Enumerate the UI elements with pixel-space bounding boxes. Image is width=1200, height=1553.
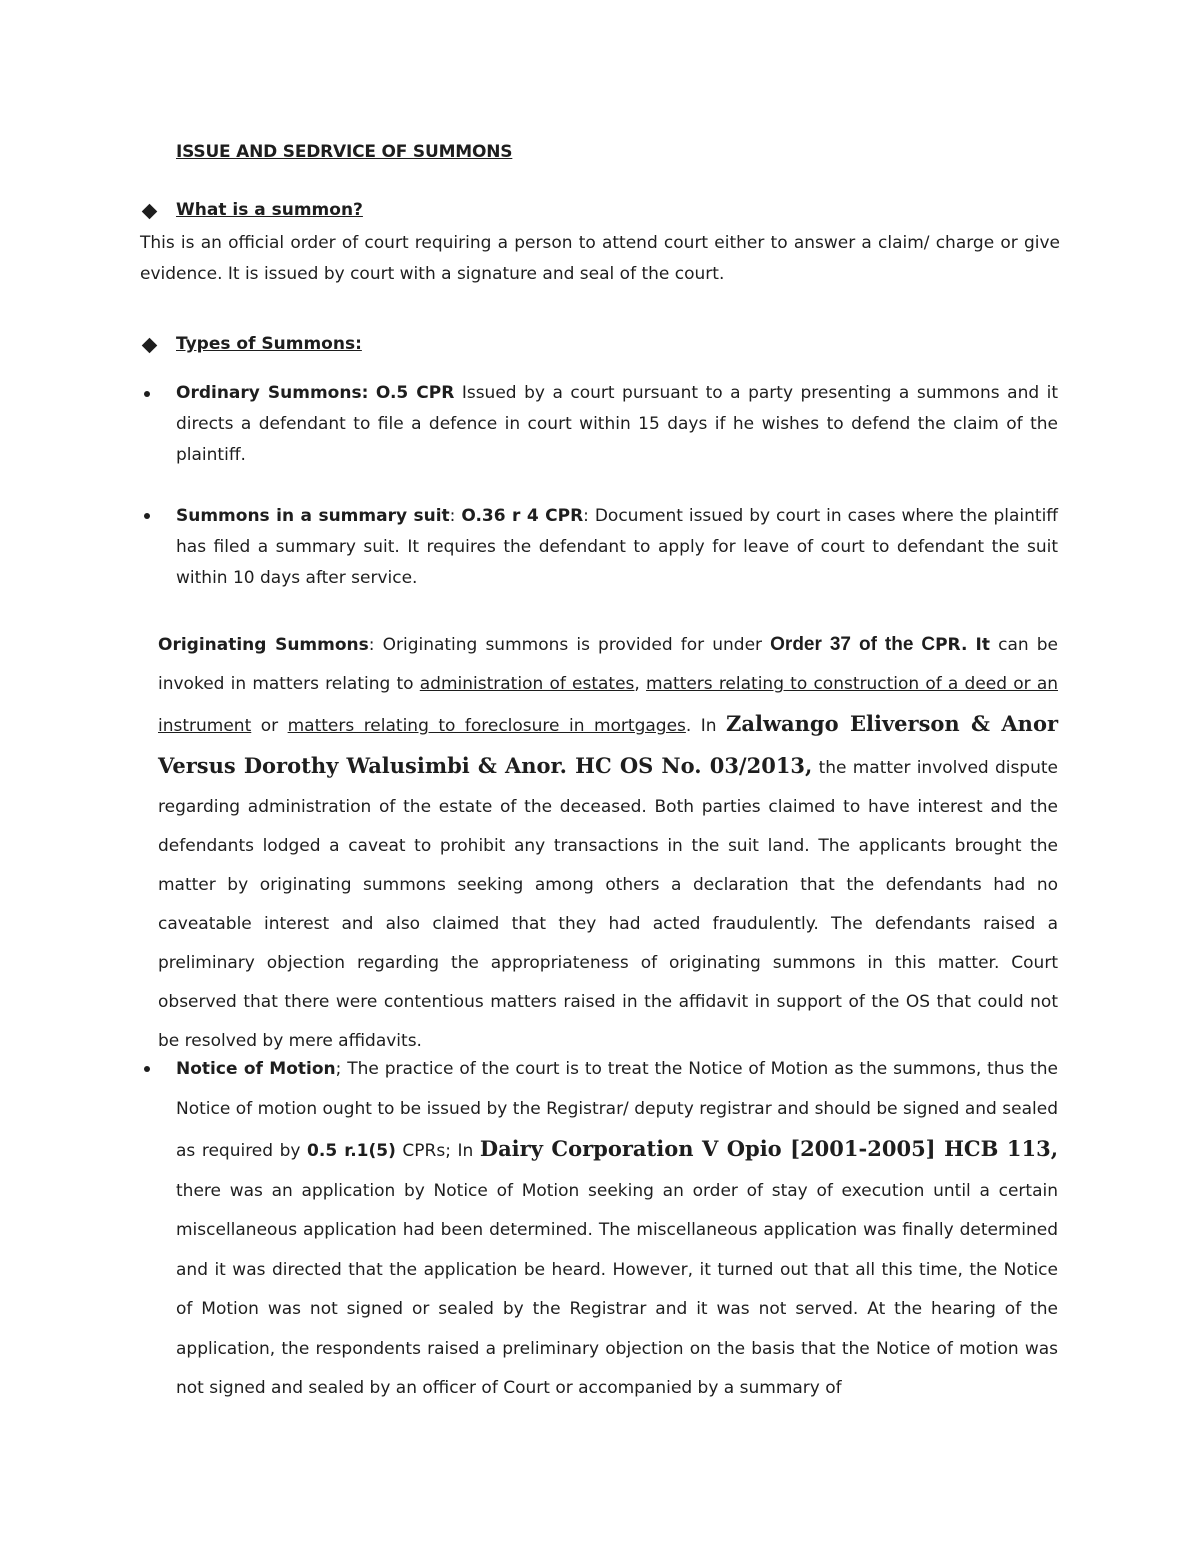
it-bold: It [975, 635, 990, 655]
originating-summons-paragraph [158, 625, 1058, 1061]
construction-of-deed: matters relating to construction of a deed or an instrument [158, 674, 1059, 736]
diamond-bullet-icon [142, 338, 158, 354]
bullet-icon [144, 1066, 150, 1072]
notice-text3: there was an application by Notice of Motion seeking an order of stay of execution until a certain miscellaneous application had been determined. The miscellaneous application was finally determined and it was directed that the application be heard. However, it turned out that all this time, the Notice of Motion was not signed or sealed by the Registrar and it was not served. At the hearing of the application, the respondents raised a preliminary objection on the basis that the Notice of motion was not signed and sealed by an officer of Court or accompanied by a summary of [176, 1180, 1058, 1398]
question-heading: What is a summon? [176, 200, 363, 220]
order-reference: Order 37 of the C [770, 634, 936, 655]
summary-label: Summons in a summary suit [176, 506, 450, 526]
originating-label: Originating Summons [158, 635, 369, 655]
ordinary-text: Issued by a court pursuant to a party presenting a summons and it directs a defendant to file a defence in court within 15 days if he wishes to defend the claim of the plaintiff. [176, 383, 1059, 465]
question-answer: This is an official order of court requiring a person to attend court either to answer a claim/ charge or give evidence. It is issued by court with a signature and seal of the court. [140, 233, 1060, 284]
summary-separator: : [449, 506, 456, 526]
order-reference-tail: PR. [935, 635, 968, 655]
ordinary-summons-item [176, 378, 1058, 471]
document-title: ISSUE AND SEDRVICE OF SUMMONS [176, 142, 513, 162]
notice-text1: ; The practice of the court is to treat the Notice of Motion as the summons, thus the Notice of motion ought to be issued by the Registrar/ deputy registrar and should be signed and sealed as required by [176, 1059, 1058, 1161]
administration-of-estates: administration of estates [419, 674, 635, 694]
summary-suit-item [176, 501, 1058, 594]
notice-case-citation: Dairy Corporation V Opio [2001-2005] HCB 113, [479, 1136, 1059, 1161]
originating-intro: : Originating summons is provided for under [368, 635, 763, 655]
diamond-bullet-icon [142, 204, 158, 220]
originating-text2: the matter involved dispute regarding administration of the estate of the deceased. Both parties claimed to have interest and the defendants lodged a caveat to prohibit any transactions in the suit land. The applicants brought the matter by originating summons seeking among others a declaration that the defendants had no caveatable interest and also claimed that they had acted fraudulently. The defendants raised a preliminary objection regarding the appropriateness of originating summons in this matter. Court observed that there were contentious matters raised in the affidavit in support of the OS that could not be resolved by mere affidavits. [158, 758, 1058, 1051]
case-citation: Zalwango Eliverson & Anor Versus Dorothy Walusimbi & Anor. HC OS No. 03/2013, [158, 711, 1059, 778]
notice-label: Notice of Motion [176, 1059, 336, 1079]
period-in: . In [685, 716, 717, 736]
bullet-icon [144, 391, 150, 397]
notice-text2: CPRs; In [402, 1141, 474, 1161]
notice-of-motion-item [176, 1050, 1058, 1409]
comma: , [634, 674, 640, 694]
summary-ref: O.36 r 4 CPR [461, 506, 584, 526]
originating-text1: can be invoked in matters relating to [158, 635, 1058, 694]
ordinary-label: Ordinary Summons: [176, 383, 369, 403]
or-text: or [260, 716, 279, 736]
summary-text: : Document issued by court in cases where the plaintiff has filed a summary suit. It requires the defendant to apply for leave of court to defendant the suit within 10 days after service. [176, 506, 1059, 588]
foreclosure-in-mortgages: matters relating to foreclosure in mortgages [287, 716, 686, 736]
notice-ref: 0.5 r.1(5) [307, 1141, 396, 1161]
ordinary-ref: O.5 CPR [375, 383, 455, 403]
bullet-icon [144, 513, 150, 519]
types-heading: Types of Summons: [176, 334, 362, 354]
